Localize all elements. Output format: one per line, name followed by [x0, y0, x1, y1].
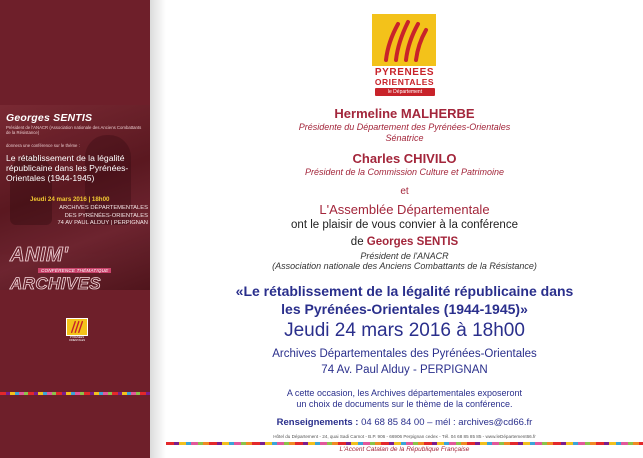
- small-logo-text: [64, 336, 90, 342]
- speaker-de: de: [350, 236, 364, 248]
- occasion-line1: A cette occasion, les Archives départementales exposeront: [286, 388, 523, 398]
- host1-role: Présidente du Département des Pyrénées-Orientales: [298, 122, 511, 132]
- invitation-sentence: ont le plaisir de vous convier à la conférence: [291, 219, 518, 231]
- left-date: Jeudi 24 mars 2016 | 18h00: [30, 196, 110, 203]
- speaker-role2: (Association nationale des Anciens Combattants de la Résistance): [272, 261, 537, 271]
- color-stripe-right: [166, 442, 643, 445]
- left-flyer-panel: [0, 0, 150, 458]
- left-speaker-role: Président de l'ANACR (Association nationale des Anciens Combattants de la Résistance): [6, 125, 142, 135]
- invitation-card: [166, 0, 643, 458]
- location-line2: 74 Av. Paul Alduy - PERPIGNAN: [321, 364, 488, 376]
- conference-badge: CONFÉRENCE THÉMATIQUE: [38, 268, 111, 273]
- archives-word: ARCHIVES: [10, 274, 102, 293]
- speaker-role1: Président de l'ANACR: [360, 251, 449, 261]
- color-stripe-left: [0, 392, 150, 395]
- left-address: [36, 205, 148, 228]
- speaker-line: [166, 236, 643, 248]
- conjunction-et: et: [400, 186, 409, 197]
- small-logo-line1: PYRÉNÉES: [69, 336, 85, 339]
- speaker-name: Georges SENTIS: [366, 236, 459, 248]
- logo-word-pyrenees: PYRENEES: [374, 67, 435, 78]
- host1-name: Hermeline MALHERBE: [334, 106, 475, 121]
- left-address-line3: 74 AV PAUL ALDUY | PERPIGNAN: [57, 220, 148, 227]
- info-line: [166, 417, 643, 428]
- host2-role: Président de la Commission Culture et Patrimoine: [304, 167, 505, 177]
- left-conference-title: Le rétablissement de la légalité républicaine dans les Pyrénées-Orientales (1944-1945): [6, 153, 129, 184]
- left-address-line1: ARCHIVES DÉPARTEMENTALES: [59, 205, 148, 211]
- assembly-name: L'Assemblée Départementale: [319, 202, 490, 217]
- left-address-line2: DES PYRÉNÉES-ORIENTALES: [64, 212, 148, 219]
- fold-shadow: [150, 0, 166, 458]
- departement-logo-small: [66, 318, 88, 336]
- catalan-stripes-icon: [67, 319, 87, 335]
- occasion-line2: un choix de documents sur le thème de la conférence.: [296, 399, 513, 409]
- catalan-stripes-logo-icon: [372, 14, 436, 66]
- info-label: Renseignements :: [276, 417, 359, 428]
- departement-logo: [372, 14, 436, 66]
- conference-title-line1: «Le rétablissement de la légalité républicaine dans: [235, 283, 574, 299]
- small-logo-line2: ORIENTALES: [68, 339, 86, 342]
- slogan: L'Accent Catalan de la République Française: [339, 446, 470, 453]
- host2-name: Charles CHIVILO: [352, 151, 457, 166]
- anim-word: ANIM': [10, 244, 69, 266]
- host1-role2: Sénatrice: [385, 133, 424, 143]
- location-line1: Archives Départementales des Pyrénées-Orientales: [272, 348, 537, 360]
- left-speaker-name: Georges SENTIS: [6, 112, 93, 124]
- conference-title-line2: les Pyrénées-Orientales (1944-1945)»: [281, 301, 528, 317]
- left-conference-intro: donnera une conférence sur le thème :: [6, 143, 80, 148]
- logo-word-orientales: ORIENTALES: [374, 77, 435, 87]
- info-contact: 04 68 85 84 00 – mél : archives@cd66.fr: [361, 417, 533, 428]
- logo-departement-tag: le Département: [375, 88, 435, 96]
- conference-datetime: Jeudi 24 mars 2016 à 18h00: [284, 320, 525, 341]
- footer-address: Hôtel du Département - 24, quai Sadi Carnot - B.P. 906 - 66906 Perpignan cedex - Tél. 04 68 85 85 85 - www.leDépartement66.fr: [273, 434, 536, 439]
